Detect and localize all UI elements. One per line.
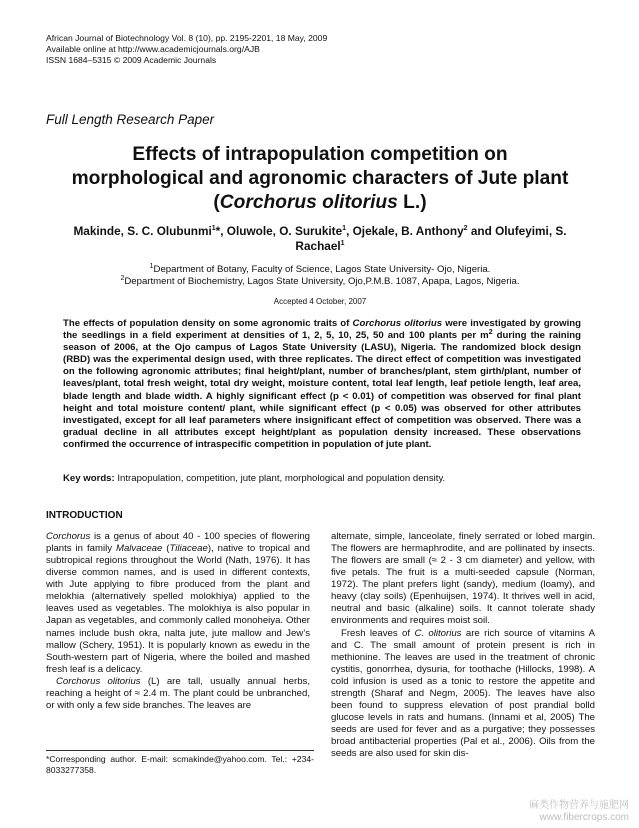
title-line-3: (Corchorus olitorius L.) [213,192,427,213]
paragraph: alternate, simple, lanceolate, finely serrated or lobed margin. The flowers are hermaphrodite, and are pollinated by insects. The flowers are small (≈ 2 - 3 cm diameter) and yellow, with five petals. The fruit is a multi-seeded capsule (Norman, 1972). The plant prefers light (sandy), medium (loamy), and heavy (clay soils) (Epenhuijsen, 1974). It thrives well in acid, neutral and basic (alkaline) soils. It cannot tolerate shady environments and requires moist soil. [331,531,595,627]
affiliation-1: $^1$Department of Botany, Faculty of Science, Lagos State University- Ojo, Nigeria. [149,262,491,275]
affiliations [40,264,600,288]
accepted-date: Accepted 4 October, 2007 [273,297,367,306]
introduction-heading: INTRODUCTION [46,510,123,521]
title-line-1: Effects of intrapopulation competition on [132,144,508,165]
journal-url[interactable]: Available online at http://www.academicjournals.org/AJB [46,44,260,54]
keywords-label: Key words: [63,473,115,484]
body-column-right [331,531,595,760]
paragraph: Corchorus olitorius (L) are tall, usually annual herbs, reaching a height of ≈ 2.4 m. The plant could be unbranched, or with only a few side branches. The leaves are [46,675,310,711]
paragraph: Fresh leaves of C. olitorius are rich source of vitamins A and C. The small amount of protein present is rich in methionine. The leaves are used in the treatment of chronic cystitis, gonorrhea, dysuria, for toothache (Hillocks, 1998). A cold infusion is used as a tonic to restore the appetite and strength (Sharaf and Negm, 2005). The leaves have also been found to suppress elevation of post prandial bolld glucose levels in rats and humans. (Innami et al, 2005) The seeds are used for fever and as a purgative; they possesses broad antibacterial properties (Pal et al., 2006). Oils from the seeds are also used for skin dis- [331,627,595,760]
journal-citation: African Journal of Biotechnology Vol. 8 (10), pp. 2195-2201, 18 May, 2009 [46,33,328,43]
journal-issn: ISSN 1684–5315 © 2009 Academic Journals [46,55,217,65]
paragraph: Corchorus is a genus of about 40 - 100 species of flowering plants in family Malvaceae (Tiliaceae), native to tropical and subtropical regions throughout the World (Nath, 1976). It has diverse common names, and is used in different contexts, with Jute applying to fibre produced from the plant and melokhia (alternatively spelled molokhiya) applied to the leaves used as vegetables. The molokhiya is also popular in Japan as vegetables, and commonly called monoheiya. Other names include bush okra, nalta jute, jute mallow and Jew’s mallow (Schery, 1951). It is popularly known as ewedu in the South-western part of Nigeria, where the boiled and mashed fresh leaf is a delicacy. [46,531,310,675]
title-species: Corchorus olitorius [219,192,398,213]
site-watermark: 麻类作物营养与施肥网 www.fibercrops.com [529,800,629,823]
affiliation-2: $^2$Department of Biochemistry, Lagos State University, Ojo,P.M.B. 1087, Apapa, Lagos, Nigeria. [120,274,520,287]
paper-title [30,143,610,215]
title-line-2: morphological and agronomic characters of Jute plant [71,168,569,189]
body-column-left [46,531,310,712]
corresponding-author-footnote: *Corresponding author. E-mail: scmakinde@yahoo.com. Tel.: +234-8033277358. [46,754,314,775]
journal-header [46,33,327,66]
abstract: The effects of population density on some agronomic traits of Corchorus olitorius were investigated by growing the seedlings in a field experiment at densities of 1, 2, 5, 10, 25, 50 and 100 plants per $m^2$ during the raining season of 2006, at the Ojo campus of Lagos State University (LASU), Nigeria. The randomized block design (RBD) was the experimental design used, with three replicates. The direct effect of competition was investigated on the following agronomic attributes; final height/plant, number of branches/plant, stem girth/plant, number of leaves/plant, total fresh weight, total dry weight, moisture content, total leaf length, leaf petiole length, leaf area, blade length and blade width. A highly significant effect (p < 0.01) of competition was observed for final plant height and total moisture content/ plant, while significant effect (p < 0.05) was observed for other attributes investigated, except for all leaf parameters where insignificant effect of competition was observed. There was a gradual decline in all attributes except height/plant as population density increased. These observations confirmed the occurrence of intraspecific competition in population of jute plant. [63,318,582,450]
paper-type: Full Length Research Paper [46,112,215,127]
keywords-text: Intrapopulation, competition, jute plant, morphological and population density. [114,473,446,484]
author-list: Makinde, S. C. Olubunmi$^1$*, Oluwole, O. Surukite$^1$, Ojekale, B. Anthony$^2$ and Olufeyimi, S. Rachael$^1$ [73,224,567,253]
footnote-divider [46,750,314,751]
keywords [63,473,581,485]
